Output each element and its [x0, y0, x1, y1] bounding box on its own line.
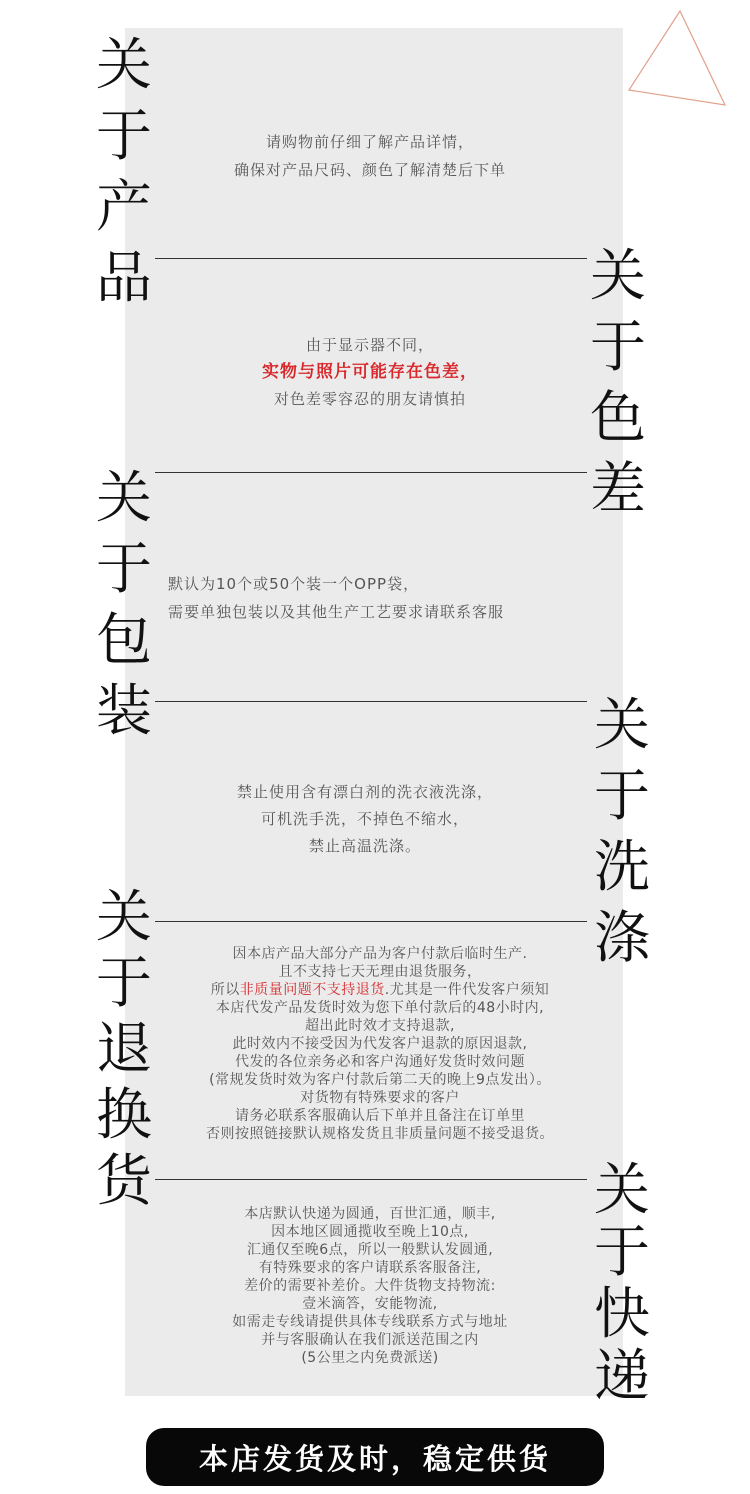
- title-char: 于: [96, 537, 152, 602]
- title-char: 退: [96, 1017, 152, 1082]
- text-line: 可机洗手洗，不掉色不缩水，: [260, 810, 469, 828]
- banner-text: 本店发货及时，稳定供货: [198, 1441, 551, 1476]
- text-line: 对色差零容忍的朋友请慎拍: [273, 390, 466, 408]
- text-line: 如需走专线请提供具体专线联系方式与地址: [232, 1314, 508, 1330]
- text-line: 并与客服确认在我们派送范围之内: [261, 1332, 479, 1348]
- title-char: 色: [590, 386, 646, 451]
- text-line: [150, 981, 610, 999]
- title-char: 递: [594, 1344, 650, 1409]
- title-about-express: [594, 1160, 650, 1408]
- text-line: 确保对产品尺码、颜色了解清楚后下单: [233, 161, 506, 179]
- text-line: 壹米滴答，安能物流,: [302, 1296, 438, 1312]
- title-char: 换: [96, 1083, 152, 1148]
- title-about-color: [590, 241, 646, 525]
- title-char: 关: [96, 466, 152, 531]
- triangle-decoration: [625, 8, 735, 112]
- packaging-text: [168, 570, 574, 626]
- express-text: [160, 1205, 580, 1367]
- text-line: 因本地区圆通揽收至晚上10点,: [271, 1224, 469, 1240]
- title-char: 于: [594, 1220, 650, 1285]
- text-line: 因本店产品大部分产品为客户付款后临时生产.: [232, 946, 528, 962]
- title-char: 关: [96, 885, 152, 950]
- text-segment: 所以: [210, 982, 240, 998]
- text-line: 代发的各位亲务必和客户沟通好发货时效问题: [235, 1054, 525, 1070]
- text-line: 差价的需要补差价。大件货物支持物流:: [244, 1278, 496, 1294]
- title-char: 包: [96, 608, 152, 673]
- title-about-packaging: [96, 463, 152, 747]
- title-char: 于: [590, 315, 646, 380]
- title-char: 产: [96, 175, 152, 240]
- text-line: 禁止高温洗涤。: [308, 837, 421, 855]
- text-line: 此时效内不接受因为代发客户退款的原因退款,: [232, 1036, 528, 1052]
- product-text: [190, 128, 550, 184]
- text-segment: .尤其是一件代发客户须知: [384, 982, 550, 998]
- text-line: 否则按照链接默认规格发货且非质量问题不接受退货。: [206, 1126, 554, 1142]
- title-char: 涤: [594, 906, 650, 971]
- divider-5: [155, 1179, 587, 1180]
- text-line: 本店默认快递为圆通，百世汇通，顺丰,: [244, 1206, 496, 1222]
- title-about-product: [96, 30, 152, 314]
- title-char: 品: [96, 246, 152, 311]
- text-line: 默认为10个或50个装一个OPP袋，: [168, 575, 420, 593]
- text-line: 有特殊要求的客户请联系客服备注,: [258, 1260, 482, 1276]
- divider-2: [155, 472, 587, 473]
- title-char: 差: [590, 457, 646, 522]
- text-line: 禁止使用含有漂白剂的洗衣液洗涤，: [236, 783, 493, 801]
- returns-text: [150, 945, 610, 1143]
- title-char: 于: [96, 104, 152, 169]
- title-char: 关: [594, 693, 650, 758]
- divider-4: [155, 921, 587, 922]
- text-line: 本店代发产品发货时效为您下单付款后的48小时内,: [215, 1000, 545, 1016]
- divider-1: [155, 258, 587, 259]
- title-char: 货: [96, 1149, 152, 1214]
- title-char: 快: [594, 1282, 650, 1347]
- title-char: 关: [594, 1158, 650, 1223]
- divider-3: [155, 701, 587, 702]
- title-char: 关: [96, 33, 152, 98]
- text-line: 请购物前仔细了解产品详情，: [265, 133, 474, 151]
- shipping-banner: [146, 1428, 604, 1486]
- title-about-washing: [594, 690, 650, 974]
- text-line: 超出此时效才支持退款,: [305, 1018, 455, 1034]
- text-line: 需要单独包装以及其他生产工艺要求请联系客服: [168, 603, 505, 621]
- text-line: (常规发货时效为客户付款后第二天的晚上9点发出）。: [209, 1072, 551, 1088]
- title-char: 关: [590, 244, 646, 309]
- content-panel: [125, 28, 623, 1396]
- text-line: 由于显示器不同，: [305, 336, 434, 354]
- text-line: (5公里之内免费派送): [301, 1350, 439, 1366]
- text-line: 对货物有特殊要求的客户: [300, 1090, 460, 1106]
- text-line: 且不支持七天无理由退货服务，: [278, 964, 482, 980]
- return-policy-warning: 非质量问题不支持退货: [239, 982, 385, 998]
- washing-text: [200, 779, 530, 860]
- title-char: 于: [594, 764, 650, 829]
- color-text: [200, 332, 540, 413]
- title-char: 于: [96, 951, 152, 1016]
- title-char: 装: [96, 679, 152, 744]
- color-warning: 实物与照片可能存在色差，: [262, 362, 478, 382]
- title-about-returns: [96, 885, 152, 1215]
- text-line: 汇通仅至晚6点，所以一般默认发圆通,: [246, 1242, 494, 1258]
- title-char: 洗: [594, 835, 650, 900]
- text-line: 请务必联系客服确认后下单并且备注在订单里: [235, 1108, 525, 1124]
